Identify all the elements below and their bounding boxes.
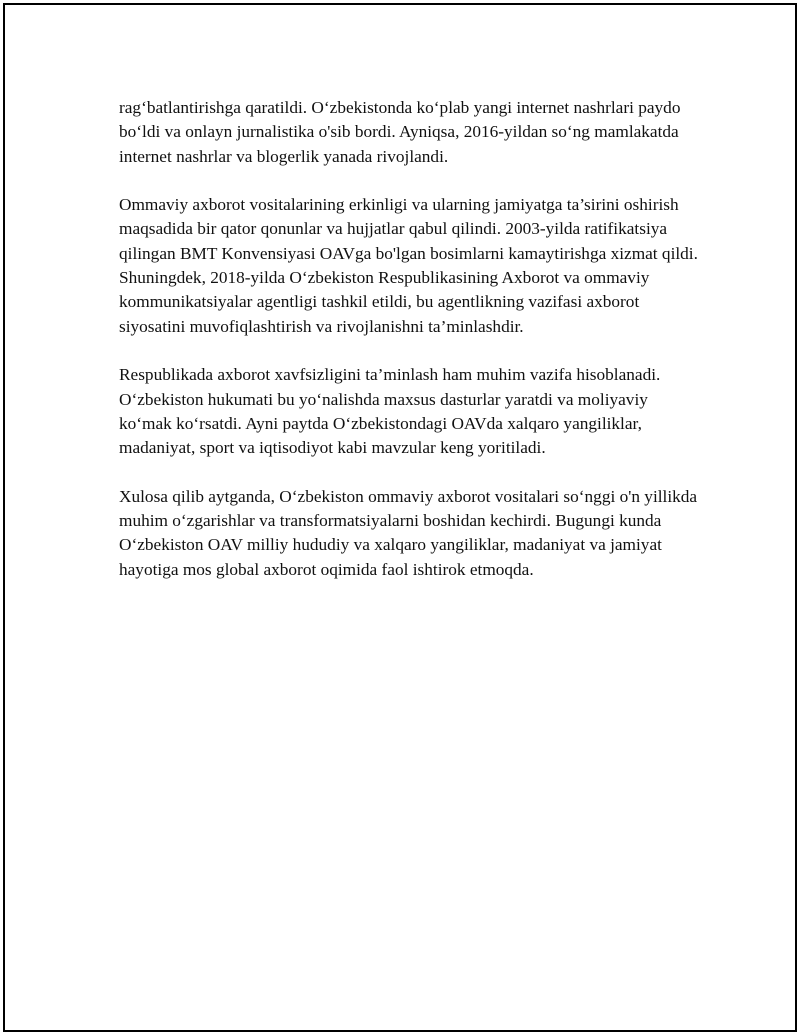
document-body [119,96,699,606]
paragraph-2: Ommaviy axborot vositalarining erkinligi va ularning jamiyatga ta’sirini oshirish maqsadida bir qator qonunlar va hujjatlar qabul qilindi. 2003-yilda ratifikatsiya qilingan BMT Konvensiyasi OAVga bo'lgan bosimlarni kamaytirishga xizmat qildi. Shuningdek, 2018-yilda O‘zbekiston Respublikasining Axborot va ommaviy kommunikatsiyalar agentligi tashkil etildi, bu agentlikning vazifasi axborot siyosatini muvofiqlashtirish va rivojlanishni ta’minlashdir. [119,195,698,336]
paragraph-3: Respublikada axborot xavfsizligini ta’minlash ham muhim vazifa hisoblanadi. O‘zbekiston hukumati bu yo‘nalishda maxsus dasturlar yaratdi va moliyaviy ko‘mak ko‘rsatdi. Ayni paytda O‘zbekistondagi OAVda xalqaro yangiliklar, madaniyat, sport va iqtisodiyot kabi mavzular keng yoritiladi. [119,365,661,458]
paragraph-1: rag‘batlantirishga qaratildi. O‘zbekistonda ko‘plab yangi internet nashrlari paydo bo‘ldi va onlayn jurnalistika o'sib bordi. Ayniqsa, 2016-yildan so‘ng mamlakatda internet nashrlar va blogerlik yanada rivojlandi. [119,98,681,166]
document-page [3,3,797,1032]
paragraph-4: Xulosa qilib aytganda, O‘zbekiston ommaviy axborot vositalari so‘nggi o'n yillikda muhim o‘zgarishlar va transformatsiyalarni boshidan kechirdi. Bugungi kunda O‘zbekiston OAV milliy hududiy va xalqaro yangiliklar, madaniyat va jamiyat hayotiga mos global axborot oqimida faol ishtirok etmoqda. [119,486,698,579]
